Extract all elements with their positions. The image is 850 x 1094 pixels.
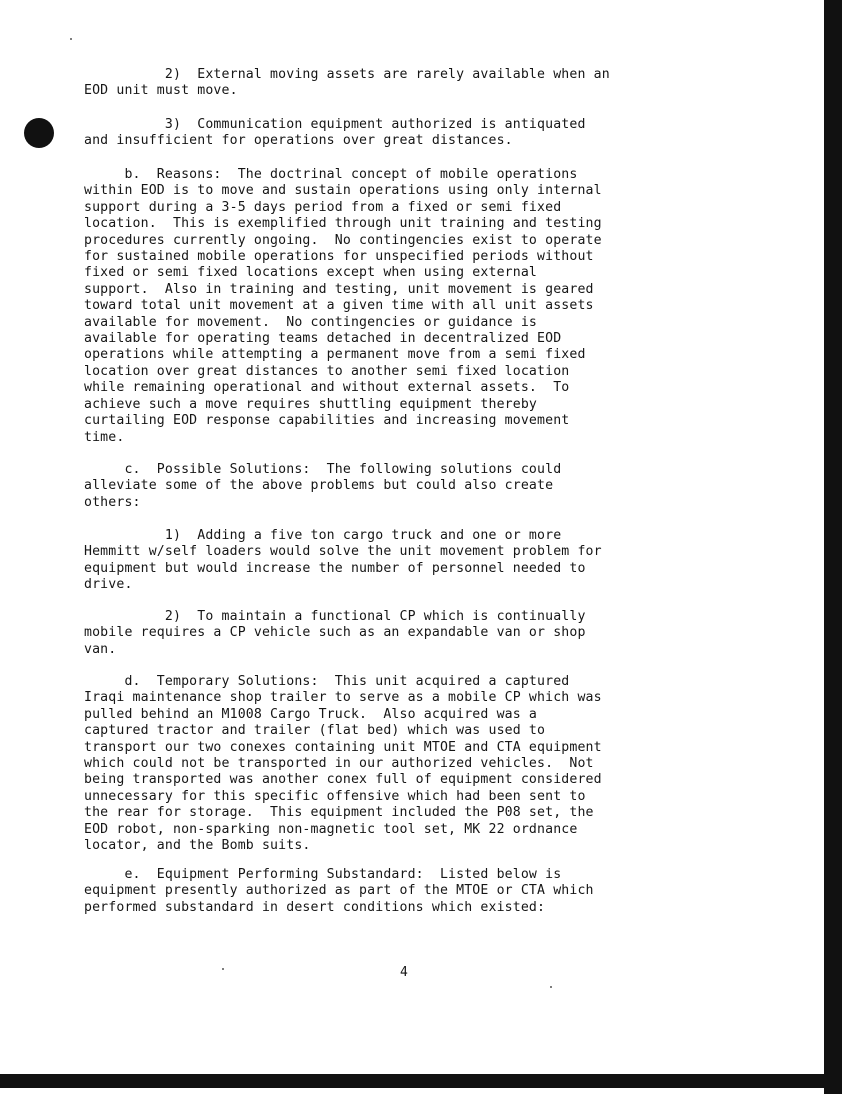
scan-speck xyxy=(222,968,224,970)
paragraph-solution-1: 1) Adding a five ton cargo truck and one or more Hemmitt w/self loaders would solve the unit movement problem for equipment but would increase the number of personnel needed to drive. xyxy=(84,528,602,593)
paragraph-solution-2: 2) To maintain a functional CP which is continually mobile requires a CP vehicle such as an expandable van or shop van. xyxy=(84,609,586,657)
paragraph-external-moving-assets: 2) External moving assets are rarely available when an EOD unit must move. xyxy=(84,67,610,99)
page-number: 4 xyxy=(400,965,408,980)
scan-speck xyxy=(70,38,72,40)
paragraph-communication-equipment: 3) Communication equipment authorized is antiquated and insufficient for operations over great distances. xyxy=(84,117,586,149)
paragraph-reasons: b. Reasons: The doctrinal concept of mobile operations within EOD is to move and sustain operations using only internal support during a 3-5 days period from a fixed or semi fixed location. This is exemplified through unit training and testing procedures currently ongoing. No contingencies exist to operate for sustained mobile operations for unspecified periods without fixed or semi fixed locations except when using external support. Also in training and testing, unit movement is geared toward total unit movement at a given time with all unit assets available for movement. No contingencies or guidance is available for operating teams detached in decentralized EOD operations while attempting a permanent move from a semi fixed location over great distances to another semi fixed location while remaining operational and without external assets. To achieve such a move requires shuttling equipment thereby curtailing EOD response capabilities and increasing movement time. xyxy=(84,167,602,445)
scan-border-right xyxy=(824,0,842,1094)
paragraph-temporary-solutions: d. Temporary Solutions: This unit acquired a captured Iraqi maintenance shop trailer to serve as a mobile CP which was pulled behind an M1008 Cargo Truck. Also acquired was a captured tractor and trailer (flat bed) which was used to transport our two conexes containing unit MTOE and CTA equipment which could not be transported in our authorized vehicles. Not being transported was another conex full of equipment considered unnecessary for this specific offensive which had been sent to the rear for storage. This equipment included the P08 set, the EOD robot, non-sparking non-magnetic tool set, MK 22 ordnance locator, and the Bomb suits. xyxy=(84,674,602,854)
punch-hole xyxy=(24,118,54,148)
scan-border-bottom xyxy=(0,1074,842,1088)
scan-speck xyxy=(550,986,552,988)
paragraph-equipment-substandard: e. Equipment Performing Substandard: Listed below is equipment presently authorized as part of the MTOE or CTA which performed substandard in desert conditions which existed: xyxy=(84,867,594,915)
paragraph-possible-solutions: c. Possible Solutions: The following solutions could alleviate some of the above problems but could also create others: xyxy=(84,462,562,510)
